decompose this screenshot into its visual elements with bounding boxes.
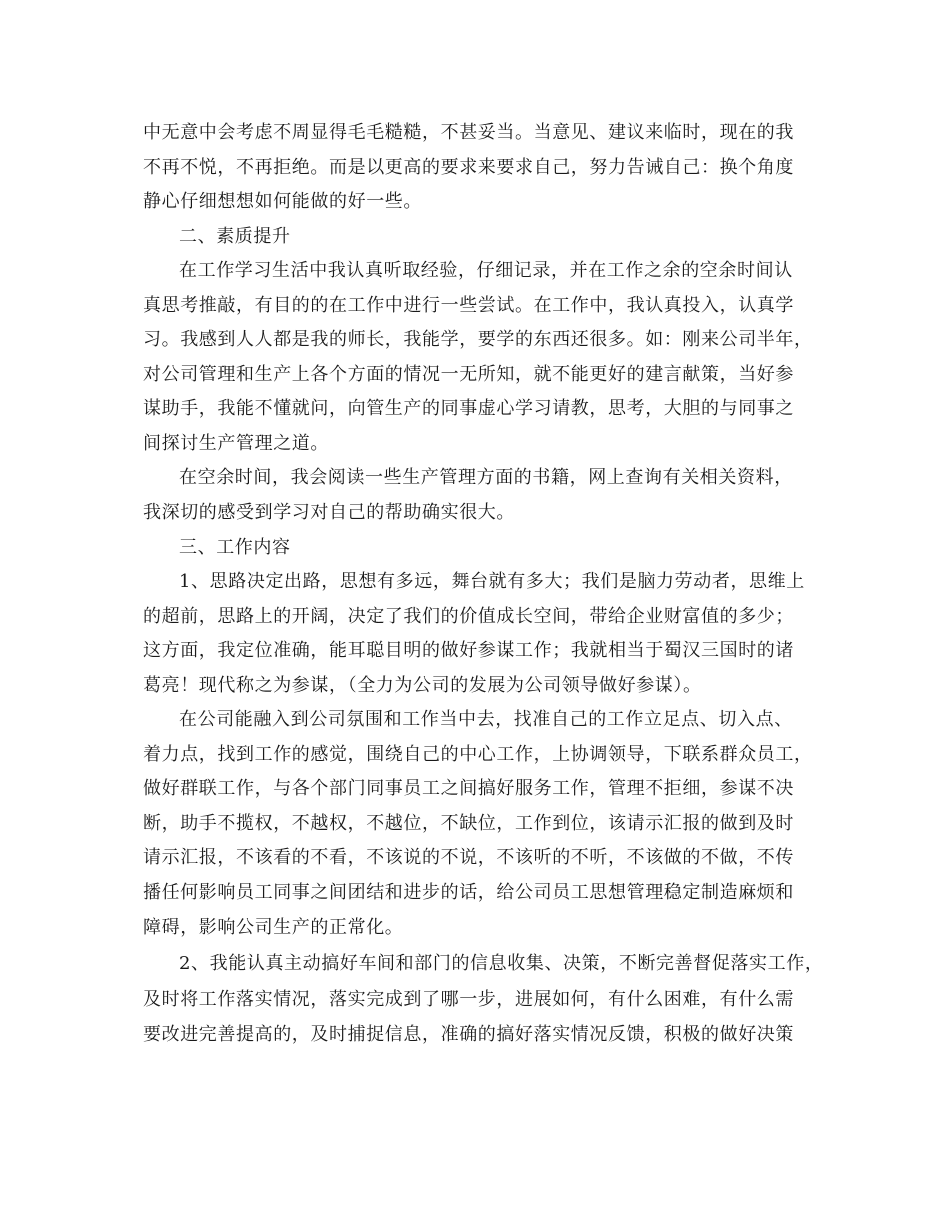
text-line: 这方面，我定位准确，能耳聪目明的做好参谋工作；我就相当于蜀汉三国时的诸 [143,640,794,662]
text-line: 要改进完善提高的，及时捕捉信息，准确的搞好落实情况反馈，积极的做好决策 [143,1023,794,1045]
text-line: 的超前，思路上的开阔，决定了我们的价值成长空间，带给企业财富值的多少； [143,605,794,627]
text-line: 在工作学习生活中我认真听取经验，仔细记录，并在工作之余的空余时间认 [179,260,793,282]
text-line: 做好群联工作，与各个部门同事员工之间搞好服务工作，管理不拒细，参谋不决 [143,778,794,800]
text-line: 2、我能认真主动搞好车间和部门的信息收集、决策，不断完善督促落实工作， [179,953,824,975]
document-body [143,116,823,1052]
text-line: 我深切的感受到学习对自己的帮助确实很大。 [143,502,515,524]
text-line: 静心仔细想想如何能做的好一些。 [143,191,422,213]
text-line: 真思考推敲，有目的的在工作中进行一些尝试。在工作中，我认真投入，认真学 [143,294,794,316]
text-line: 1、思路决定出路，思想有多远，舞台就有多大；我们是脑力劳动者，思维上 [179,571,805,593]
section-heading: 二、素质提升 [179,225,291,247]
text-line: 着力点，找到工作的感觉，围绕自己的中心工作，上协调领导，下联系群众员工， [143,743,813,765]
section-heading: 三、工作内容 [179,536,291,558]
text-line: 对公司管理和生产上各个方面的情况一无所知，就不能更好的建言献策，当好参 [143,363,794,385]
text-line: 在空余时间，我会阅读一些生产管理方面的书籍，网上查询有关相关资料， [179,467,793,489]
text-line: 在公司能融入到公司氛围和工作当中去，找准自己的工作立足点、切入点、 [179,709,793,731]
text-line: 请示汇报，不该看的不看，不该说的不说，不该听的不听，不该做的不做，不传 [143,847,794,869]
text-line: 播任何影响员工同事之间团结和进步的话，给公司员工思想管理稳定制造麻烦和 [143,882,794,904]
text-line: 葛亮！现代称之为参谋，（全力为公司的发展为公司领导做好参谋）。 [143,674,702,696]
text-line: 断，助手不揽权，不越权，不越位，不缺位，工作到位，该请示汇报的做到及时 [143,812,794,834]
text-line: 谋助手，我能不懂就问，向管生产的同事虚心学习请教，思考，大胆的与同事之 [143,398,794,420]
text-line: 中无意中会考虑不周显得毛毛糙糙，不甚妥当。当意见、建议来临时，现在的我 [143,122,794,143]
text-line: 习。我感到人人都是我的师长，我能学，要学的东西还很多。如：刚来公司半年， [143,329,813,351]
text-line: 及时将工作落实情况，落实完成到了哪一步，进展如何，有什么困难，有什么需 [143,989,794,1011]
text-line: 不再不悦，不再拒绝。而是以更高的要求来要求自己，努力告诫自己：换个角度 [143,156,794,178]
text-line: 障碍，影响公司生产的正常化。 [143,916,404,938]
text-line: 间探讨生产管理之道。 [143,432,329,454]
